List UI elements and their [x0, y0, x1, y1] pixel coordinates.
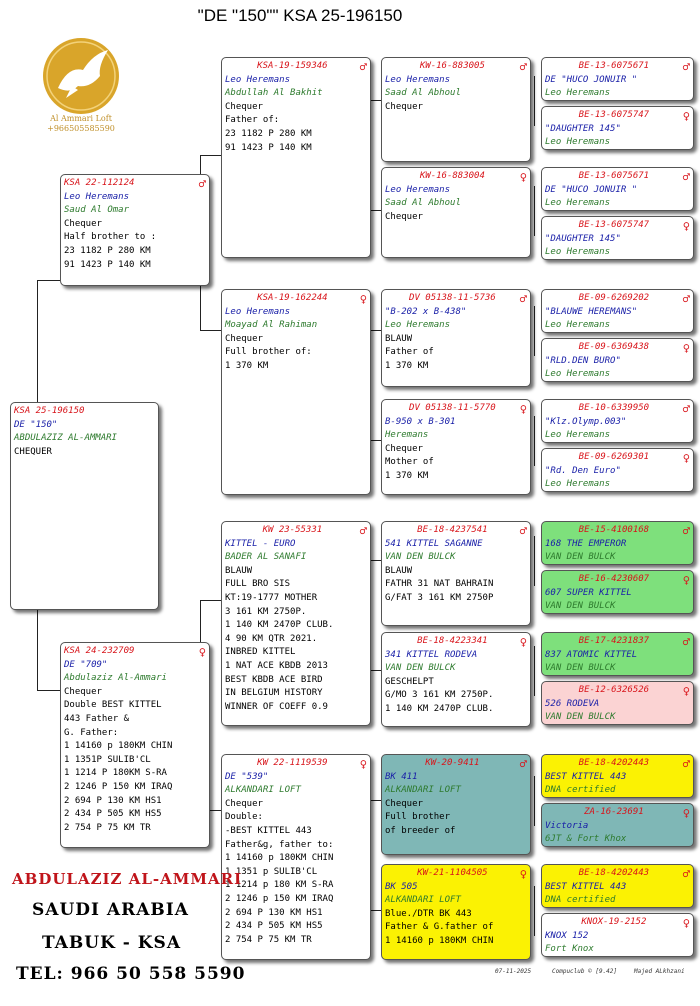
card-line: BEST KITTEL 443 — [545, 881, 627, 892]
ring-number: KW 22-1119539 — [257, 758, 328, 768]
card-header — [545, 292, 690, 306]
card-line: INBRED KITTEL — [225, 647, 296, 658]
card-header — [545, 341, 690, 355]
card-line: DNA certified — [545, 785, 616, 796]
pigeon-card-dds[interactable] — [381, 754, 531, 855]
pigeon-card-g15[interactable] — [541, 864, 694, 908]
card-line: DE "HUCO JONUIR " — [545, 74, 638, 85]
pigeon-card-g2[interactable] — [541, 106, 694, 150]
card-line: CHEQUER — [14, 446, 52, 457]
connector — [534, 306, 535, 356]
card-line: Chequer — [225, 333, 263, 344]
breeder-phone: TEL: 966 50 558 5590 — [16, 964, 246, 984]
card-line: Leo Heremans — [545, 247, 611, 258]
card-line: Father of — [385, 347, 434, 358]
pigeon-card-g7[interactable] — [541, 399, 694, 443]
connector — [37, 690, 62, 691]
card-header — [545, 684, 690, 698]
card-header — [385, 60, 527, 74]
card-line: G/MO 3 161 KM 2750P. — [385, 690, 494, 701]
ring-number: BE-13-6075747 — [578, 110, 650, 120]
pigeon-card-g9[interactable] — [541, 521, 694, 565]
card-line: FULL BRO SIS — [225, 579, 291, 590]
pigeon-card-g13[interactable] — [541, 754, 694, 798]
card-line: 1 370 KM — [385, 470, 429, 481]
pigeon-card-g3[interactable] — [541, 167, 694, 211]
card-line: Chequer — [385, 443, 423, 454]
card-line: 1 140 KM 2470P CLUB. — [225, 620, 334, 631]
male-symbol-icon: ♂ — [519, 523, 527, 538]
ring-number: KW-16-883004 — [419, 171, 485, 181]
card-line: 23 1182 P 280 KM — [64, 245, 151, 256]
card-line: 2 434 P 505 KM HS5 — [64, 809, 162, 820]
card-line: Chequer — [385, 101, 423, 112]
card-header — [225, 60, 367, 74]
connector — [37, 610, 38, 690]
card-header — [225, 292, 367, 306]
card-line: Chequer — [385, 798, 423, 809]
card-line: DE "150" — [14, 419, 58, 430]
card-line: VAN DEN BULCK — [545, 663, 616, 674]
card-line: Saad Al Abhoul — [385, 88, 461, 99]
female-symbol-icon: ♀ — [359, 291, 367, 306]
ring-number: BE-13-6075671 — [578, 171, 650, 181]
female-symbol-icon: ♀ — [682, 915, 690, 930]
card-line: Leo Heremans — [225, 306, 291, 317]
connector — [534, 76, 535, 126]
card-header — [545, 573, 690, 587]
card-header — [385, 867, 527, 881]
card-line: Leo Heremans — [385, 184, 451, 195]
ring-number: BE-18-4237541 — [417, 525, 488, 535]
card-header — [385, 524, 527, 538]
card-line: DE "539" — [225, 771, 269, 782]
ring-number: DV 05138-11-5770 — [409, 403, 496, 413]
card-line: 341 KITTEL RODEVA — [385, 649, 478, 660]
card-header — [545, 806, 690, 820]
card-line: Chequer — [64, 218, 102, 229]
card-line: Saad Al Abhoul — [385, 198, 461, 209]
female-symbol-icon: ♀ — [519, 169, 527, 184]
card-line: 2 754 P 75 KM TR — [64, 822, 151, 833]
card-header — [545, 867, 690, 881]
pigeon-card-dsd[interactable] — [381, 632, 531, 727]
pigeon-card-g12[interactable] — [541, 681, 694, 725]
ring-number: BE-13-6075671 — [578, 61, 650, 71]
pigeon-card-g6[interactable] — [541, 338, 694, 382]
card-header — [545, 109, 690, 123]
card-line: Father of: — [225, 115, 280, 126]
connector — [200, 600, 221, 601]
pigeon-card-g10[interactable] — [541, 570, 694, 614]
card-line: Full brother — [385, 812, 451, 823]
card-line: Father & G.father of — [385, 922, 494, 933]
connector — [534, 416, 535, 466]
card-line: 2 694 P 130 KM HS1 — [64, 795, 162, 806]
connector — [200, 330, 221, 331]
ring-number: BE-15-4100168 — [578, 525, 650, 535]
ring-number: KSA-19-162244 — [257, 293, 328, 303]
ring-number: KSA 25-196150 — [14, 406, 85, 416]
card-line: 4 90 KM QTR 2021. — [225, 633, 318, 644]
card-line: Double BEST KITTEL — [64, 700, 162, 711]
pigeon-card-sire-sire[interactable] — [221, 57, 371, 258]
card-line: Leo Heremans — [545, 88, 611, 99]
connector — [370, 330, 381, 331]
loft-logo — [38, 36, 124, 136]
ring-number: KW-21-1104505 — [417, 868, 488, 878]
male-symbol-icon: ♂ — [359, 523, 367, 538]
pigeon-card-sss[interactable] — [381, 57, 531, 162]
male-symbol-icon: ♂ — [359, 59, 367, 74]
connector — [370, 560, 381, 561]
card-line: Moayad Al Rahiman — [225, 320, 318, 331]
pigeon-card-sire-dam[interactable] — [221, 289, 371, 495]
logo-name: Al Ammari Loft — [50, 114, 112, 123]
male-symbol-icon: ♂ — [519, 756, 527, 771]
card-line: BADER AL SANAFI — [225, 552, 307, 563]
card-line: Leo Heremans — [385, 74, 451, 85]
ring-number: ZA-16-23691 — [584, 807, 644, 817]
card-line: ALKANDARI LOFT — [225, 785, 301, 796]
card-line: "DAUGHTER 145" — [545, 123, 621, 134]
card-header — [545, 402, 690, 416]
card-line: 1 140 KM 2470P CLUB. — [385, 703, 494, 714]
breeder-country: SAUDI ARABIA — [32, 900, 189, 920]
card-line: "Rd. Den Euro" — [545, 465, 621, 476]
card-line: 2 754 P 75 KM TR — [225, 934, 312, 945]
card-line: VAN DEN BULCK — [385, 663, 456, 674]
card-line: Leo Heremans — [545, 198, 611, 209]
card-line: 837 ATOMIC KITTEL — [545, 649, 638, 660]
card-header — [225, 757, 367, 771]
card-header — [385, 292, 527, 306]
male-symbol-icon: ♂ — [682, 401, 690, 416]
female-symbol-icon: ♀ — [359, 756, 367, 771]
card-line: BK 505 — [385, 881, 418, 892]
female-symbol-icon: ♀ — [682, 683, 690, 698]
card-line: 3 161 KM 2750P. — [225, 606, 307, 617]
breeder-name: ABDULAZIZ AL-AMMARI — [12, 870, 243, 888]
card-line: 1 14160 p 180KM CHIN — [385, 935, 494, 946]
card-line: Leo Heremans — [545, 137, 611, 148]
card-line: 91 1423 P 140 KM — [64, 259, 151, 270]
male-symbol-icon: ♂ — [682, 169, 690, 184]
card-line: 1 1351P SULIB'CL — [64, 754, 151, 765]
card-line: ALKANDARI LOFT — [385, 785, 461, 796]
card-line: BLAUW — [385, 333, 413, 344]
card-line: Half brother to : — [64, 232, 157, 243]
ring-number: DV 05138-11-5736 — [409, 293, 496, 303]
pigeon-card-g5[interactable] — [541, 289, 694, 333]
ring-number: BE-10-6339950 — [578, 403, 650, 413]
card-line: of breeder of — [385, 825, 456, 836]
connector — [370, 670, 381, 671]
connector — [534, 186, 535, 236]
ring-number: BE-17-4231837 — [578, 636, 650, 646]
software-credit: Compuclub © [9.42] — [552, 968, 618, 975]
ring-number: BE-09-6269301 — [578, 452, 650, 462]
card-line: Abdulaziz Al-Ammari — [64, 673, 167, 684]
card-line: BLAUW — [225, 565, 253, 576]
card-line: Victoria — [545, 820, 589, 831]
pigeon-card-dam-dam[interactable] — [221, 754, 371, 960]
pigeon-card-g1[interactable] — [541, 57, 694, 101]
card-header — [225, 524, 367, 538]
card-line: VAN DEN BULCK — [545, 601, 616, 612]
female-symbol-icon: ♀ — [519, 634, 527, 649]
card-header — [64, 645, 206, 659]
pigeon-card-dss[interactable] — [381, 521, 531, 626]
pigeon-card-dam-sire[interactable] — [221, 521, 371, 726]
logo-phone: +966505585590 — [47, 124, 115, 133]
card-line: "B-202 x B-438" — [385, 306, 467, 317]
card-line: DE "709" — [64, 659, 108, 670]
ring-number: KNOX-19-2152 — [581, 917, 647, 927]
card-line: BEST KBDB ACE BIRD — [225, 674, 323, 685]
card-line: 2 434 P 505 KM HS5 — [225, 921, 323, 932]
card-line: 2 1246 P 150 KM IRAQ — [64, 781, 173, 792]
pigeon-card-sdd[interactable] — [381, 399, 531, 495]
pigeon-card-g11[interactable] — [541, 632, 694, 676]
card-line: VAN DEN BULCK — [385, 552, 456, 563]
print-date: 07-11-2025 — [495, 968, 532, 975]
card-line: IN BELGIUM HISTORY — [225, 688, 323, 699]
card-line: DE "HUCO JONUIR " — [545, 184, 638, 195]
ring-number: BE-18-4202443 — [578, 868, 650, 878]
card-line: 23 1182 P 280 KM — [225, 128, 312, 139]
card-line: FATHR 31 NAT BAHRAIN — [385, 579, 494, 590]
card-line: BEST KITTEL 443 — [545, 771, 627, 782]
pigeon-card-sds[interactable] — [381, 289, 531, 387]
card-line: 1 14160 p 180KM CHIN — [64, 741, 173, 752]
card-line: DNA certified — [545, 895, 616, 906]
female-symbol-icon: ♀ — [682, 108, 690, 123]
card-line: Fort Knox — [545, 944, 594, 955]
female-symbol-icon: ♀ — [519, 401, 527, 416]
card-line: BLAUW — [385, 565, 413, 576]
card-line: Chequer — [225, 101, 263, 112]
card-header — [545, 916, 690, 930]
male-symbol-icon: ♂ — [198, 176, 206, 191]
card-line: GESCHELPT — [385, 676, 434, 687]
pigeon-card-sire[interactable] — [60, 174, 210, 286]
card-line: 168 THE EMPEROR — [545, 538, 627, 549]
ring-number: BE-09-6269202 — [578, 293, 650, 303]
card-header — [545, 757, 690, 771]
card-line: G/FAT 3 161 KM 2750P — [385, 592, 494, 603]
breeder-city: TABUK - KSA — [42, 933, 182, 953]
card-line: 1 370 KM — [225, 360, 269, 371]
card-line: 1 14160 p 180KM CHIN — [225, 853, 334, 864]
card-line: 2 694 P 130 KM HS1 — [225, 907, 323, 918]
card-line: Leo Heremans — [385, 320, 451, 331]
pigeon-card-g16[interactable] — [541, 913, 694, 957]
card-line: VAN DEN BULCK — [545, 712, 616, 723]
card-line: Saud Al Omar — [64, 205, 130, 216]
card-line: 526 RODEVA — [545, 698, 600, 709]
ring-number: BE-13-6075747 — [578, 220, 650, 230]
card-header — [545, 170, 690, 184]
card-line: Leo Heremans — [225, 74, 291, 85]
card-line: Leo Heremans — [545, 430, 611, 441]
card-line: 1 1214 P 180KM S-RA — [64, 768, 167, 779]
connector — [370, 210, 381, 211]
card-line: 1 1351 p SULIB'CL — [225, 866, 318, 877]
pigeon-card-ddd[interactable] — [381, 864, 531, 960]
pigeon-card-dam[interactable] — [60, 642, 210, 848]
card-line: KITTEL - EURO — [225, 538, 296, 549]
card-line: "BLAUWE HEREMANS" — [545, 306, 638, 317]
male-symbol-icon: ♂ — [682, 756, 690, 771]
card-line: "RLD.DEN BURO" — [545, 355, 621, 366]
card-header — [385, 757, 527, 771]
card-header — [545, 60, 690, 74]
card-header — [385, 170, 527, 184]
ring-number: KSA 22-112124 — [64, 178, 135, 188]
ring-number: KSA-19-159346 — [257, 61, 328, 71]
card-line: WINNER OF COEFF 0.9 — [225, 701, 328, 712]
card-line: Chequer — [385, 211, 423, 222]
connector — [370, 100, 381, 101]
card-line: 1 1214 p 180 KM S-RA — [225, 880, 334, 891]
pigeon-card-ssd[interactable] — [381, 167, 531, 258]
card-line: Leo Heremans — [545, 320, 611, 331]
ring-number: BE-09-6369438 — [578, 342, 650, 352]
card-line: ABDULAZIZ AL-AMMARI — [14, 433, 117, 444]
card-line: "DAUGHTER 145" — [545, 233, 621, 244]
male-symbol-icon: ♂ — [682, 59, 690, 74]
ring-number: KW-20-9411 — [425, 758, 480, 768]
card-line: VAN DEN BULCK — [545, 552, 616, 563]
pigeon-card-main[interactable] — [10, 402, 159, 610]
card-line: 1 370 KM — [385, 360, 429, 371]
card-line: Leo Heremans — [545, 479, 611, 490]
page-title: "DE "150"" KSA 25-196150 — [197, 6, 403, 25]
connector — [370, 800, 381, 801]
ring-number: KSA 24-232709 — [64, 646, 135, 656]
card-line: BK 411 — [385, 771, 418, 782]
connector — [200, 155, 221, 156]
card-line: Blue./DTR BK 443 — [385, 908, 472, 919]
card-header — [545, 635, 690, 649]
card-line: Leo Heremans — [64, 191, 130, 202]
connector — [370, 910, 381, 911]
male-symbol-icon: ♂ — [682, 291, 690, 306]
card-line: Leo Heremans — [545, 369, 611, 380]
card-header — [385, 402, 527, 416]
card-header — [545, 219, 690, 233]
card-line: G. Father: — [64, 727, 119, 738]
card-line: -BEST KITTEL 443 — [225, 825, 312, 836]
female-symbol-icon: ♀ — [682, 805, 690, 820]
connector — [37, 280, 62, 281]
connector — [370, 440, 381, 441]
female-symbol-icon: ♀ — [682, 450, 690, 465]
female-symbol-icon: ♀ — [682, 572, 690, 587]
card-line: 443 Father & — [64, 713, 130, 724]
card-line: ALKANDARI LOFT — [385, 895, 461, 906]
female-symbol-icon: ♀ — [682, 218, 690, 233]
card-line: 2 1246 p 150 KM IRAQ — [225, 893, 334, 904]
ring-number: KW-16-883005 — [419, 61, 485, 71]
card-header — [14, 405, 155, 419]
card-line: 6JT & Fort Khox — [545, 834, 627, 845]
card-line: Full brother of: — [225, 347, 312, 358]
pigeon-card-g14[interactable] — [541, 803, 694, 847]
male-symbol-icon: ♂ — [519, 59, 527, 74]
card-header — [64, 177, 206, 191]
card-line: 607 SUPER KITTEL — [545, 587, 632, 598]
card-line: 541 KITTEL SAGANNE — [385, 538, 483, 549]
pigeon-card-g8[interactable] — [541, 448, 694, 492]
card-line: KNOX 152 — [545, 930, 589, 941]
pigeon-card-g4[interactable] — [541, 216, 694, 260]
card-line: B-950 x B-301 — [385, 416, 456, 427]
card-line: Chequer — [64, 686, 102, 697]
ring-number: BE-12-6326526 — [578, 685, 650, 695]
male-symbol-icon: ♂ — [682, 523, 690, 538]
connector — [534, 536, 535, 586]
card-line: Double: — [225, 812, 263, 823]
card-line: Heremans — [385, 430, 429, 441]
card-line: KT:19-1777 MOTHER — [225, 592, 318, 603]
male-symbol-icon: ♂ — [519, 291, 527, 306]
connector — [534, 776, 535, 826]
ring-number: BE-18-4202443 — [578, 758, 650, 768]
ring-number: BE-16-4230607 — [578, 574, 650, 584]
card-line: Father&g, father to: — [225, 839, 334, 850]
male-symbol-icon: ♂ — [682, 634, 690, 649]
author-credit: Majed ALkhzani — [634, 968, 685, 975]
card-line: Mother of — [385, 457, 434, 468]
female-symbol-icon: ♀ — [519, 866, 527, 881]
card-header — [545, 524, 690, 538]
card-line: Chequer — [225, 798, 263, 809]
ring-number: BE-18-4223341 — [417, 636, 488, 646]
connector — [534, 886, 535, 936]
male-symbol-icon: ♂ — [682, 866, 690, 881]
card-header — [385, 635, 527, 649]
card-line: "Klz.Olymp.003" — [545, 416, 627, 427]
ring-number: KW 23-55331 — [262, 525, 323, 535]
card-line: 91 1423 P 140 KM — [225, 142, 312, 153]
connector — [534, 646, 535, 696]
card-line: Abdullah Al Bakhit — [225, 88, 323, 99]
card-line: 1 NAT ACE KBDB 2013 — [225, 660, 328, 671]
female-symbol-icon: ♀ — [682, 340, 690, 355]
card-header — [545, 451, 690, 465]
connector — [37, 280, 38, 406]
female-symbol-icon: ♀ — [198, 644, 206, 659]
